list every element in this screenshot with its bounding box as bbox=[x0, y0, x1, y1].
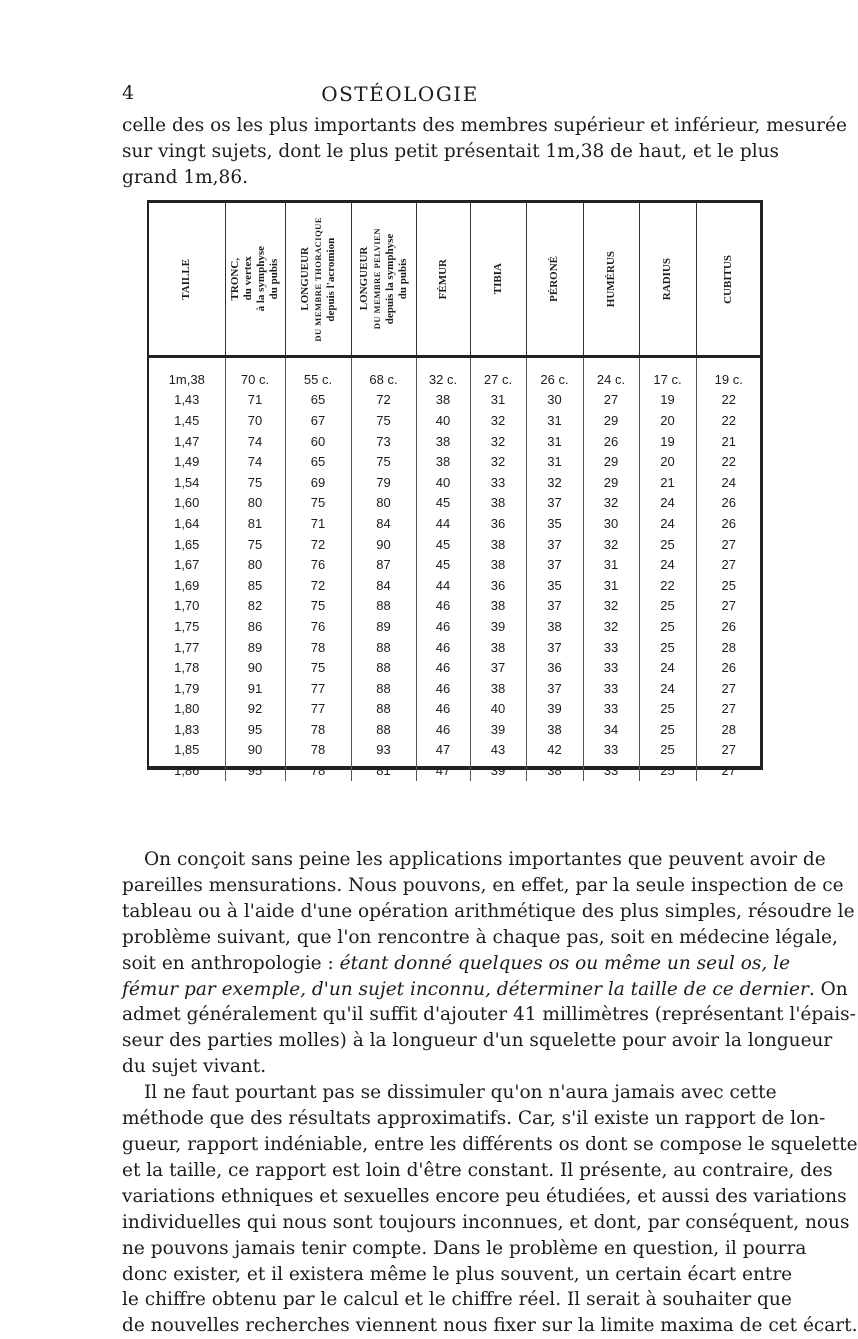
table-cell: 87 bbox=[351, 554, 416, 575]
italic-phrase: fémur par exemple, d'un sujet inconnu, déterminer la taille de ce dernier bbox=[122, 978, 809, 1000]
table-cell: 32 bbox=[470, 451, 526, 472]
table-cell: 31 bbox=[470, 390, 526, 411]
column-header-line: PÉRONÉ bbox=[548, 256, 560, 302]
table-cell: 24 bbox=[639, 513, 696, 534]
table-cell: 75 bbox=[351, 410, 416, 431]
table-cell: 28 bbox=[721, 639, 736, 655]
body-line: seur des parties molles) à la longueur d'un squelette pour avoir la longueur bbox=[122, 1030, 833, 1052]
table-body bbox=[149, 357, 761, 781]
italic-phrase: étant donné quelques os ou même un seul os, le bbox=[339, 952, 791, 974]
column-header bbox=[285, 203, 351, 357]
table-cell: 35 bbox=[526, 575, 583, 596]
table-cell: 40 bbox=[416, 472, 470, 493]
table-cell: 1,79 bbox=[149, 678, 225, 699]
table-cell: 38 bbox=[526, 719, 583, 740]
table-row bbox=[149, 534, 761, 555]
table-cell: 1,67 bbox=[149, 554, 225, 575]
column-header-line: du vertex bbox=[242, 256, 254, 302]
table-cell: 1,70 bbox=[149, 596, 225, 617]
table-cell: 25 bbox=[639, 719, 696, 740]
column-header-label bbox=[437, 259, 450, 299]
column-header-label bbox=[299, 217, 338, 342]
table-cell: 76 bbox=[285, 616, 351, 637]
table-row bbox=[149, 740, 761, 761]
column-header bbox=[526, 203, 583, 357]
table-cell: 1,69 bbox=[149, 575, 225, 596]
table-cell: 19 c. bbox=[714, 371, 743, 387]
table-cell: 25 bbox=[721, 577, 736, 593]
table-cell: 40 bbox=[416, 410, 470, 431]
table-cell: 82 bbox=[225, 596, 285, 617]
intro-line: grand 1m,86. bbox=[122, 167, 248, 188]
table-cell: 31 bbox=[526, 410, 583, 431]
table-cell: 75 bbox=[285, 657, 351, 678]
table-cell: 22 bbox=[721, 412, 736, 428]
column-header-line: RADIUS bbox=[661, 257, 673, 301]
table-cell: 46 bbox=[416, 699, 470, 720]
table-cell: 33 bbox=[583, 637, 639, 658]
table-cell: 39 bbox=[470, 616, 526, 637]
table-cell: 88 bbox=[351, 678, 416, 699]
table-cell: 46 bbox=[416, 616, 470, 637]
table-cell: 30 bbox=[526, 390, 583, 411]
table-cell: 93 bbox=[351, 740, 416, 761]
table-cell: 92 bbox=[225, 699, 285, 720]
body-line: Il ne faut pourtant pas se dissimuler qu'on n'aura jamais avec cette bbox=[144, 1082, 777, 1104]
table-cell: 1,49 bbox=[149, 451, 225, 472]
table-cell: 72 bbox=[285, 534, 351, 555]
body-line: pareilles mensurations. Nous pouvons, en effet, par la seule inspection de ce bbox=[122, 874, 844, 896]
table-cell: 88 bbox=[351, 596, 416, 617]
table-cell: 78 bbox=[285, 740, 351, 761]
table-cell: 88 bbox=[351, 657, 416, 678]
table-cell: 32 bbox=[526, 472, 583, 493]
intro-line: celle des os les plus importants des membres supérieur et inférieur, mesurée bbox=[122, 115, 847, 136]
table-cell: 27 bbox=[721, 680, 736, 696]
body-line: méthode que des résultats approximatifs. Car, s'il existe un rapport de lon- bbox=[122, 1108, 826, 1130]
table-cell: 47 bbox=[416, 760, 470, 781]
body-fragment: soit en anthropologie : bbox=[122, 952, 340, 974]
running-title: OSTÉOLOGIE bbox=[321, 82, 479, 106]
table-cell: 42 bbox=[526, 740, 583, 761]
table-cell: 80 bbox=[225, 554, 285, 575]
table-row bbox=[149, 657, 761, 678]
table-cell: 89 bbox=[351, 616, 416, 637]
table-cell: 27 bbox=[721, 763, 736, 779]
table-cell: 1m,38 bbox=[149, 357, 225, 390]
table-cell: 26 bbox=[721, 618, 736, 634]
column-header bbox=[225, 203, 285, 357]
column-header-label bbox=[548, 256, 561, 302]
table-cell: 88 bbox=[351, 719, 416, 740]
table-cell: 33 bbox=[583, 760, 639, 781]
body-line: individuelles qui nous sont toujours inconnues, et dont, par conséquent, nous bbox=[122, 1211, 850, 1233]
table-cell: 37 bbox=[470, 657, 526, 678]
page-number: 4 bbox=[122, 82, 135, 104]
table-header-row bbox=[149, 203, 761, 357]
table-cell: 30 bbox=[583, 513, 639, 534]
table-cell: 26 bbox=[721, 495, 736, 511]
table-cell: 86 bbox=[225, 616, 285, 637]
table-cell: 78 bbox=[285, 719, 351, 740]
column-header-line: LONGUEUR bbox=[298, 247, 311, 311]
table-cell: 24 bbox=[639, 493, 696, 514]
table-cell: 84 bbox=[351, 575, 416, 596]
table-cell: 74 bbox=[225, 431, 285, 452]
table-cell: 26 bbox=[721, 660, 736, 676]
column-header-line: TRONC, bbox=[229, 257, 241, 301]
table-cell: 33 bbox=[583, 657, 639, 678]
table-cell: 78 bbox=[285, 637, 351, 658]
column-header-label bbox=[722, 255, 735, 304]
table-cell: 70 c. bbox=[225, 357, 285, 390]
table-cell: 27 bbox=[721, 742, 736, 758]
table-cell: 89 bbox=[225, 637, 285, 658]
table-cell: 20 bbox=[639, 451, 696, 472]
table-cell: 17 c. bbox=[639, 357, 696, 390]
table-cell: 1,43 bbox=[149, 390, 225, 411]
table-row bbox=[149, 513, 761, 534]
table-cell: 32 bbox=[470, 410, 526, 431]
table-cell: 38 bbox=[526, 760, 583, 781]
body-fragment: . On bbox=[808, 978, 848, 1000]
table-cell: 70 bbox=[225, 410, 285, 431]
table-cell: 81 bbox=[225, 513, 285, 534]
table-cell: 95 bbox=[225, 760, 285, 781]
table-cell: 78 bbox=[285, 760, 351, 781]
table-cell: 36 bbox=[526, 657, 583, 678]
table-cell: 44 bbox=[416, 575, 470, 596]
table-cell: 46 bbox=[416, 719, 470, 740]
table-cell: 31 bbox=[583, 554, 639, 575]
table-cell: 1,86 bbox=[149, 760, 225, 781]
table-cell: 37 bbox=[526, 493, 583, 514]
column-header-label bbox=[180, 259, 193, 300]
table-cell: 29 bbox=[583, 472, 639, 493]
column-header bbox=[583, 203, 639, 357]
table-cell: 1,60 bbox=[149, 493, 225, 514]
table-cell: 1,47 bbox=[149, 431, 225, 452]
table-cell: 46 bbox=[416, 596, 470, 617]
table-cell: 81 bbox=[351, 760, 416, 781]
table-cell: 45 bbox=[416, 534, 470, 555]
table-cell: 90 bbox=[225, 657, 285, 678]
table-cell: 29 bbox=[583, 410, 639, 431]
table-cell: 31 bbox=[526, 451, 583, 472]
table-cell: 38 bbox=[470, 493, 526, 514]
table-cell: 46 bbox=[416, 678, 470, 699]
body-line: ne pouvons jamais tenir compte. Dans le problème en question, il pourra bbox=[122, 1237, 807, 1259]
table-row bbox=[149, 451, 761, 472]
column-header-line: FÉMUR bbox=[436, 258, 449, 300]
table-cell: 75 bbox=[225, 472, 285, 493]
body-line: admet généralement qu'il suffit d'ajouter 41 millimètres (représentant l'épais- bbox=[122, 1004, 856, 1026]
table-cell: 38 bbox=[526, 616, 583, 637]
column-header-line: DU MEMBRE PELVIEN bbox=[371, 228, 382, 330]
table-row bbox=[149, 596, 761, 617]
table-cell: 22 bbox=[639, 575, 696, 596]
table-cell: 68 c. bbox=[351, 357, 416, 390]
column-header bbox=[696, 203, 761, 357]
body-line: et la taille, ce rapport est loin d'être constant. Il présente, au contraire, des bbox=[122, 1159, 833, 1181]
table-cell: 37 bbox=[526, 678, 583, 699]
table-cell: 37 bbox=[526, 637, 583, 658]
table-cell: 24 bbox=[639, 554, 696, 575]
table-cell: 24 bbox=[639, 657, 696, 678]
table-cell: 38 bbox=[416, 390, 470, 411]
table-cell: 26 bbox=[583, 431, 639, 452]
table-cell: 88 bbox=[351, 637, 416, 658]
table-cell: 90 bbox=[351, 534, 416, 555]
table-cell: 75 bbox=[351, 451, 416, 472]
table-cell: 24 bbox=[721, 474, 736, 490]
intro-line: sur vingt sujets, dont le plus petit présentait 1m,38 de haut, et le plus bbox=[122, 141, 780, 162]
table-row bbox=[149, 616, 761, 637]
table-cell: 84 bbox=[351, 513, 416, 534]
table-cell: 1,80 bbox=[149, 699, 225, 720]
table-cell: 85 bbox=[225, 575, 285, 596]
column-header-line: TIBIA bbox=[491, 263, 504, 295]
table-cell: 33 bbox=[470, 472, 526, 493]
table-cell: 32 bbox=[583, 534, 639, 555]
body-line-mixed bbox=[122, 977, 848, 1003]
table-cell: 21 bbox=[721, 433, 736, 449]
column-header-line: HUMÉRUS bbox=[604, 250, 617, 308]
table-cell: 44 bbox=[416, 513, 470, 534]
table-cell: 1,65 bbox=[149, 534, 225, 555]
table-cell: 71 bbox=[225, 390, 285, 411]
table-cell: 38 bbox=[416, 431, 470, 452]
table-cell: 67 bbox=[285, 410, 351, 431]
table-cell: 79 bbox=[351, 472, 416, 493]
table-cell: 65 bbox=[285, 451, 351, 472]
table-cell: 25 bbox=[639, 760, 696, 781]
table-cell: 73 bbox=[351, 431, 416, 452]
body-line: gueur, rapport indéniable, entre les différents os dont se compose le squelette bbox=[122, 1133, 858, 1155]
table-cell: 24 bbox=[639, 678, 696, 699]
table-cell: 45 bbox=[416, 554, 470, 575]
table-cell: 27 bbox=[583, 390, 639, 411]
table-cell: 1,75 bbox=[149, 616, 225, 637]
body-line: le chiffre obtenu par le calcul et le chiffre réel. Il serait à souhaiter que bbox=[122, 1289, 792, 1311]
body-line-mixed bbox=[122, 951, 791, 977]
column-header-label bbox=[229, 246, 281, 311]
table-cell: 38 bbox=[470, 637, 526, 658]
body-line: On conçoit sans peine les applications importantes que peuvent avoir de bbox=[144, 849, 826, 870]
table-cell: 28 bbox=[721, 721, 736, 737]
table-cell: 22 bbox=[721, 454, 736, 470]
table-cell: 43 bbox=[470, 740, 526, 761]
column-header-line: depuis la symphyse bbox=[383, 233, 396, 325]
table-cell: 36 bbox=[470, 575, 526, 596]
column-header-label bbox=[492, 263, 505, 294]
table-cell: 35 bbox=[526, 513, 583, 534]
table-cell: 75 bbox=[285, 493, 351, 514]
table-cell: 77 bbox=[285, 678, 351, 699]
body-line: problème suivant, que l'on rencontre à chaque pas, soit en médecine légale, bbox=[122, 926, 838, 948]
table-cell: 31 bbox=[583, 575, 639, 596]
table-cell: 27 bbox=[721, 701, 736, 717]
table-cell: 37 bbox=[526, 554, 583, 575]
table-cell: 31 bbox=[526, 431, 583, 452]
table-row bbox=[149, 493, 761, 514]
table-cell: 24 c. bbox=[583, 357, 639, 390]
table-cell: 32 bbox=[583, 596, 639, 617]
table-cell: 32 c. bbox=[416, 357, 470, 390]
table-cell: 72 bbox=[351, 390, 416, 411]
table-row bbox=[149, 357, 761, 390]
table-cell: 55 c. bbox=[285, 357, 351, 390]
column-header-line: LONGUEUR bbox=[357, 247, 370, 311]
column-header-label bbox=[661, 258, 674, 300]
table-cell: 1,85 bbox=[149, 740, 225, 761]
table-row bbox=[149, 719, 761, 740]
table-row bbox=[149, 760, 761, 781]
table-cell: 38 bbox=[470, 596, 526, 617]
table-cell: 90 bbox=[225, 740, 285, 761]
body-line: tableau ou à l'aide d'une opération arithmétique des plus simples, résoudre le bbox=[122, 900, 855, 922]
table-cell: 25 bbox=[639, 637, 696, 658]
table-cell: 71 bbox=[285, 513, 351, 534]
column-header bbox=[149, 203, 225, 357]
measurements-table bbox=[147, 200, 763, 779]
column-header bbox=[639, 203, 696, 357]
table-cell: 37 bbox=[526, 534, 583, 555]
table-cell: 40 bbox=[470, 699, 526, 720]
table-cell: 38 bbox=[470, 554, 526, 575]
table-cell: 95 bbox=[225, 719, 285, 740]
table-cell: 76 bbox=[285, 554, 351, 575]
column-header-line: depuis l'acromion bbox=[324, 237, 337, 321]
table-cell: 21 bbox=[639, 472, 696, 493]
table-cell: 75 bbox=[225, 534, 285, 555]
column-header-line: à la symphyse bbox=[255, 246, 267, 312]
table-cell: 38 bbox=[470, 678, 526, 699]
table-cell: 27 bbox=[721, 598, 736, 614]
table-cell: 80 bbox=[351, 493, 416, 514]
table-row bbox=[149, 472, 761, 493]
table-cell: 1,83 bbox=[149, 719, 225, 740]
table-cell: 19 bbox=[639, 390, 696, 411]
body-line: variations ethniques et sexuelles encore peu étudiées, et aussi des variations bbox=[122, 1185, 847, 1207]
table-cell: 29 bbox=[583, 451, 639, 472]
table-cell: 60 bbox=[285, 431, 351, 452]
table-row bbox=[149, 431, 761, 452]
table-cell: 39 bbox=[526, 699, 583, 720]
body-text bbox=[122, 847, 858, 1339]
table-cell: 27 bbox=[721, 557, 736, 573]
table-row bbox=[149, 410, 761, 431]
table-cell: 33 bbox=[583, 740, 639, 761]
table-cell: 38 bbox=[416, 451, 470, 472]
body-line: de nouvelles recherches viennent nous fixer sur la limite maxima de cet écart. bbox=[122, 1315, 858, 1337]
table-cell: 27 c. bbox=[470, 357, 526, 390]
column-header-line: TAILLE bbox=[180, 258, 193, 300]
table-cell: 33 bbox=[583, 699, 639, 720]
table-cell: 1,64 bbox=[149, 513, 225, 534]
table-cell: 47 bbox=[416, 740, 470, 761]
table-row bbox=[149, 678, 761, 699]
column-header bbox=[416, 203, 470, 357]
table-cell: 46 bbox=[416, 637, 470, 658]
table-row bbox=[149, 699, 761, 720]
table-cell: 1,77 bbox=[149, 637, 225, 658]
table-cell: 20 bbox=[639, 410, 696, 431]
table-cell: 33 bbox=[583, 678, 639, 699]
table-cell: 1,45 bbox=[149, 410, 225, 431]
table-row bbox=[149, 390, 761, 411]
table-row bbox=[149, 637, 761, 658]
table-cell: 91 bbox=[225, 678, 285, 699]
table-cell: 65 bbox=[285, 390, 351, 411]
table-cell: 72 bbox=[285, 575, 351, 596]
table-cell: 37 bbox=[526, 596, 583, 617]
table-cell: 38 bbox=[470, 534, 526, 555]
body-line: donc exister, et il existera même le plus souvent, un certain écart entre bbox=[122, 1263, 793, 1285]
table-cell: 45 bbox=[416, 493, 470, 514]
table-cell: 46 bbox=[416, 657, 470, 678]
table-cell: 25 bbox=[639, 596, 696, 617]
body-line: du sujet vivant. bbox=[122, 1056, 267, 1078]
table-cell: 1,54 bbox=[149, 472, 225, 493]
intro-paragraph bbox=[122, 113, 847, 191]
column-header bbox=[470, 203, 526, 357]
column-header bbox=[351, 203, 416, 357]
table-cell: 77 bbox=[285, 699, 351, 720]
table-cell: 25 bbox=[639, 740, 696, 761]
column-header-line: du pubis bbox=[268, 258, 280, 300]
table-cell: 25 bbox=[639, 534, 696, 555]
table-cell: 69 bbox=[285, 472, 351, 493]
column-header-line: DU MEMBRE THORACIQUE bbox=[312, 216, 323, 342]
table-cell: 39 bbox=[470, 760, 526, 781]
table-cell: 27 bbox=[721, 536, 736, 552]
table-cell: 32 bbox=[470, 431, 526, 452]
column-header-line: CUBITUS bbox=[722, 254, 735, 304]
table-cell: 88 bbox=[351, 699, 416, 720]
table-cell: 39 bbox=[470, 719, 526, 740]
table-cell: 75 bbox=[285, 596, 351, 617]
table-cell: 22 bbox=[721, 392, 736, 408]
table-cell: 32 bbox=[583, 493, 639, 514]
column-header-line: du pubis bbox=[396, 258, 409, 300]
table-cell: 1,78 bbox=[149, 657, 225, 678]
table-cell: 19 bbox=[639, 431, 696, 452]
table-cell: 32 bbox=[583, 616, 639, 637]
table-cell: 25 bbox=[639, 699, 696, 720]
table-cell: 26 c. bbox=[526, 357, 583, 390]
column-header-label bbox=[358, 228, 410, 329]
column-header-label bbox=[605, 251, 618, 307]
table-cell: 74 bbox=[225, 451, 285, 472]
table-cell: 36 bbox=[470, 513, 526, 534]
table-cell: 34 bbox=[583, 719, 639, 740]
table-row bbox=[149, 575, 761, 596]
table-cell: 25 bbox=[639, 616, 696, 637]
table-cell: 26 bbox=[721, 515, 736, 531]
table-row bbox=[149, 554, 761, 575]
table-cell: 80 bbox=[225, 493, 285, 514]
